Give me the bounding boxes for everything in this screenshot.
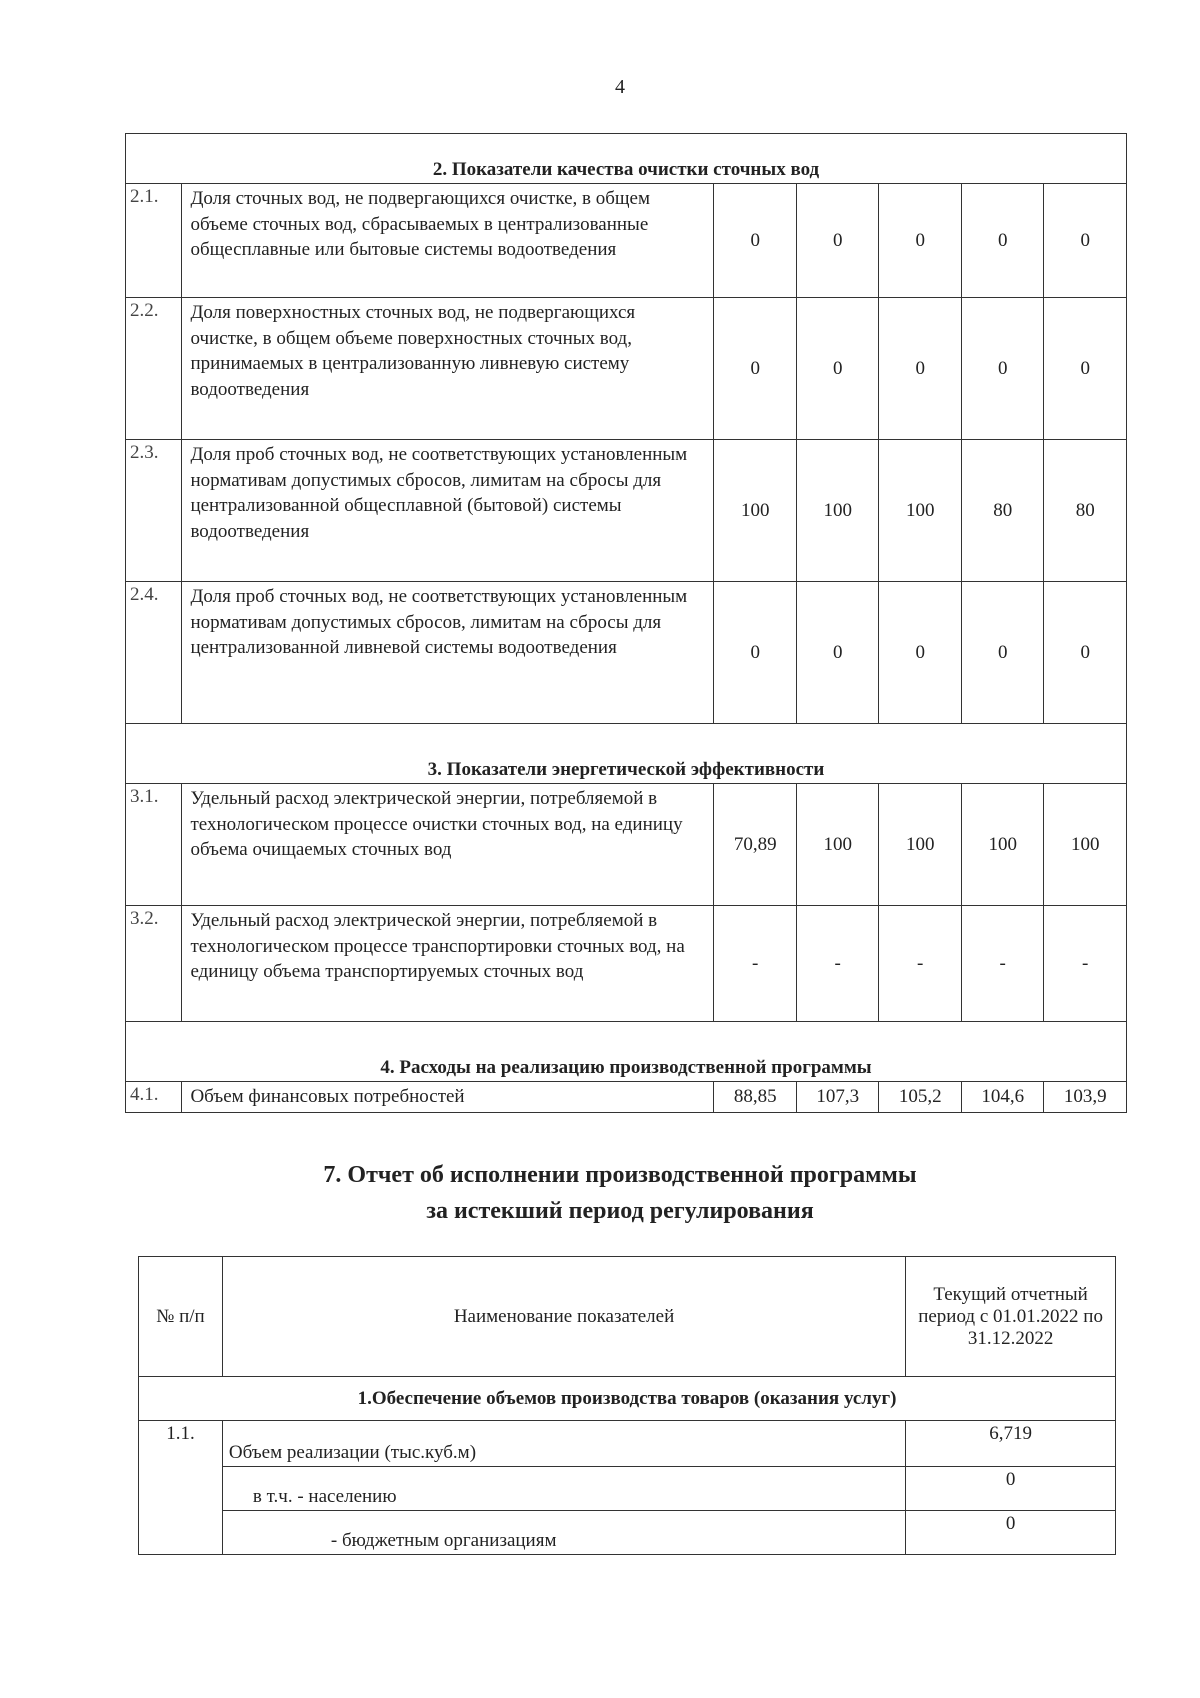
row-value: - xyxy=(1044,906,1127,1022)
row-value: 0 xyxy=(961,582,1044,724)
row-value: 0 xyxy=(906,1467,1116,1511)
row-value: 0 xyxy=(796,582,879,724)
table-row xyxy=(126,784,1127,906)
column-header-period: Текущий отчетный период с 01.01.2022 по 31.12.2022 xyxy=(906,1257,1116,1377)
table-row xyxy=(126,582,1127,724)
row-value: 0 xyxy=(879,298,962,440)
row-value: - xyxy=(879,906,962,1022)
row-value: 0 xyxy=(961,184,1044,298)
column-header-name: Наименование показателей xyxy=(222,1257,905,1377)
row-name: Объем реализации (тыс.куб.м) xyxy=(222,1421,905,1467)
row-value: 0 xyxy=(1044,298,1127,440)
table-row xyxy=(126,1082,1127,1113)
row-value: 6,719 xyxy=(906,1421,1116,1467)
row-value: 0 xyxy=(1044,582,1127,724)
row-number: 3.1. xyxy=(126,784,182,906)
row-name: Доля проб сточных вод, не соответствующих установленным нормативам допустимых сбросов, лимитам на сбросы для централизованной общесплавной (бытовой) системы водоотведения xyxy=(182,440,714,582)
table-row xyxy=(126,184,1127,298)
table-row xyxy=(139,1467,1116,1511)
row-value: - xyxy=(796,906,879,1022)
table-row xyxy=(139,1511,1116,1555)
row-value: 80 xyxy=(961,440,1044,582)
row-value: 100 xyxy=(961,784,1044,906)
report-table xyxy=(138,1256,1116,1555)
row-value: 100 xyxy=(796,440,879,582)
row-value: - xyxy=(961,906,1044,1022)
row-value: 100 xyxy=(714,440,797,582)
row-name: Доля сточных вод, не подвергающихся очистке, в общем объеме сточных вод, сбрасываемых в централизованные общесплавные или бытовые системы водоотведения xyxy=(182,184,714,298)
row-value: 100 xyxy=(1044,784,1127,906)
section-header-row xyxy=(139,1377,1116,1421)
section-header-row xyxy=(126,724,1127,784)
row-value: 0 xyxy=(714,582,797,724)
row-value: 70,89 xyxy=(714,784,797,906)
table-row xyxy=(126,298,1127,440)
row-value: - xyxy=(714,906,797,1022)
row-number: 4.1. xyxy=(126,1082,182,1113)
row-value: 107,3 xyxy=(796,1082,879,1113)
row-number: 2.2. xyxy=(126,298,182,440)
section-header-row xyxy=(126,1022,1127,1082)
row-value: 0 xyxy=(1044,184,1127,298)
table-row xyxy=(139,1421,1116,1467)
row-number: 3.2. xyxy=(126,906,182,1022)
header-row xyxy=(139,1257,1116,1377)
report-heading-line-2: за истекший период регулирования xyxy=(426,1198,814,1224)
row-number: 2.4. xyxy=(126,582,182,724)
row-name: в т.ч. - населению xyxy=(222,1467,905,1511)
row-value: 100 xyxy=(879,440,962,582)
indicators-table xyxy=(125,133,1127,1113)
row-value: 88,85 xyxy=(714,1082,797,1113)
row-value: 0 xyxy=(714,184,797,298)
column-header-number: № п/п xyxy=(139,1257,223,1377)
row-value: 103,9 xyxy=(1044,1082,1127,1113)
row-name: Доля поверхностных сточных вод, не подвергающихся очистке, в общем объеме поверхностных сточных вод, принимаемых в централизованную ливневую систему водоотведения xyxy=(182,298,714,440)
row-number: 2.3. xyxy=(126,440,182,582)
row-value: 0 xyxy=(714,298,797,440)
table-row xyxy=(126,906,1127,1022)
row-value: 0 xyxy=(906,1511,1116,1555)
row-value: 0 xyxy=(961,298,1044,440)
row-value: 0 xyxy=(796,184,879,298)
row-name: Удельный расход электрической энергии, потребляемой в технологическом процессе очистки сточных вод, на единицу объема очищаемых сточных вод xyxy=(182,784,714,906)
section-title: 4. Расходы на реализацию производственной программы xyxy=(126,1022,1127,1082)
table-row xyxy=(126,440,1127,582)
row-name: - бюджетным организациям xyxy=(222,1511,905,1555)
section-title: 3. Показатели энергетической эффективности xyxy=(126,724,1127,784)
row-name: Удельный расход электрической энергии, потребляемой в технологическом процессе транспортировки сточных вод, на единицу объема транспортируемых сточных вод xyxy=(182,906,714,1022)
row-value: 80 xyxy=(1044,440,1127,582)
section-title: 1.Обеспечение объемов производства товаров (оказания услуг) xyxy=(139,1377,1116,1421)
section-header-row xyxy=(126,134,1127,184)
page-number: 4 xyxy=(615,76,625,98)
section-title: 2. Показатели качества очистки сточных вод xyxy=(126,134,1127,184)
row-value: 105,2 xyxy=(879,1082,962,1113)
row-number: 2.1. xyxy=(126,184,182,298)
row-value: 104,6 xyxy=(961,1082,1044,1113)
row-number: 1.1. xyxy=(139,1421,223,1555)
row-value: 100 xyxy=(796,784,879,906)
row-value: 100 xyxy=(879,784,962,906)
row-value: 0 xyxy=(796,298,879,440)
row-name: Доля проб сточных вод, не соответствующих установленным нормативам допустимых сбросов, лимитам на сбросы для централизованной ливневой системы водоотведения xyxy=(182,582,714,724)
row-value: 0 xyxy=(879,184,962,298)
report-heading-line-1: 7. Отчет об исполнении производственной программы xyxy=(323,1162,917,1188)
row-value: 0 xyxy=(879,582,962,724)
row-name: Объем финансовых потребностей xyxy=(182,1082,714,1113)
